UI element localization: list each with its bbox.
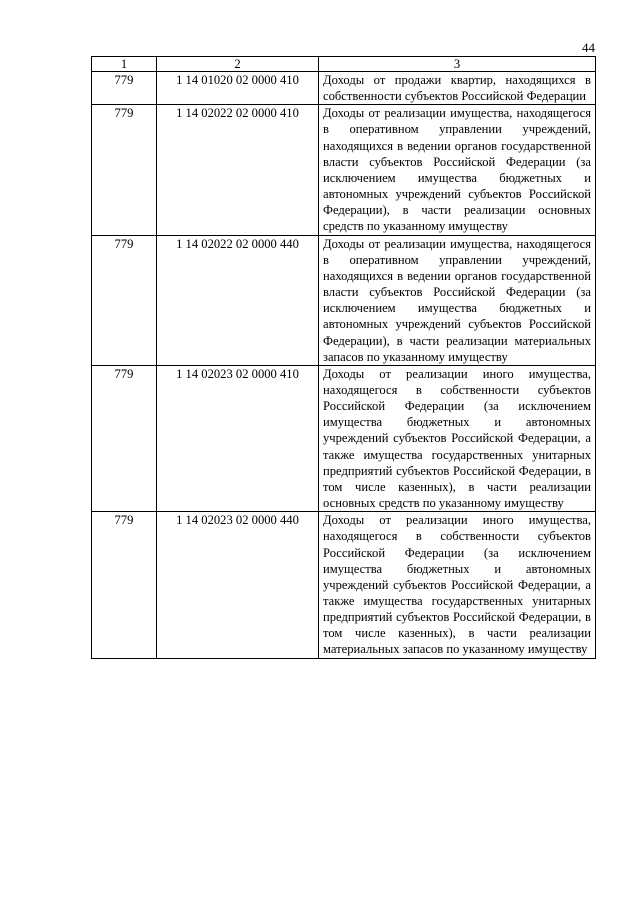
table-body xyxy=(92,72,596,659)
header-col-2: 2 xyxy=(157,57,319,72)
budget-code-cell: 1 14 02022 02 0000 410 xyxy=(157,105,319,235)
table-row xyxy=(92,72,596,105)
description-cell: Доходы от реализации иного имущества, находящегося в собственности субъектов Российской Федерации (за исключением имущества бюджетных и автономных учреждений субъектов Российской Федерации, а также имущества государственных унитарных предприятий субъектов Российской Федерации, в том числе казенных), в части реализации основных средств по указанному имуществу xyxy=(319,365,596,511)
description-cell: Доходы от реализации имущества, находящегося в оперативном управлении учреждений, находящихся в ведении органов государственной власти субъектов Российской Федерации (за исключением имущества бюджетных и автономных учреждений субъектов Российской Федерации), в части реализации основных средств по указанному имуществу xyxy=(319,105,596,235)
table-row xyxy=(92,512,596,658)
table-row xyxy=(92,235,596,365)
admin-code-cell: 779 xyxy=(92,105,157,235)
description-cell: Доходы от реализации имущества, находящегося в оперативном управлении учреждений, находящихся в ведении органов государственной власти субъектов Российской Федерации (за исключением имущества бюджетных и автономных учреждений субъектов Российской Федерации), в части реализации материальных запасов по указанному имуществу xyxy=(319,235,596,365)
budget-code-cell: 1 14 02023 02 0000 410 xyxy=(157,365,319,511)
budget-code-cell: 1 14 02022 02 0000 440 xyxy=(157,235,319,365)
header-row xyxy=(92,57,596,72)
header-col-3: 3 xyxy=(319,57,596,72)
admin-code-cell: 779 xyxy=(92,72,157,105)
table-row xyxy=(92,105,596,235)
admin-code-cell: 779 xyxy=(92,365,157,511)
admin-code-cell: 779 xyxy=(92,512,157,658)
budget-code-cell: 1 14 01020 02 0000 410 xyxy=(157,72,319,105)
header-col-1: 1 xyxy=(92,57,157,72)
page-number: 44 xyxy=(582,40,595,55)
description-cell: Доходы от реализации иного имущества, находящегося в собственности субъектов Российской Федерации (за исключением имущества бюджетных и автономных учреждений субъектов Российской Федерации, а также имущества государственных унитарных предприятий субъектов Российской Федерации, в том числе казенных), в части реализации материальных запасов по указанному имуществу xyxy=(319,512,596,658)
table-row xyxy=(92,365,596,511)
admin-code-cell: 779 xyxy=(92,235,157,365)
budget-code-cell: 1 14 02023 02 0000 440 xyxy=(157,512,319,658)
description-cell: Доходы от продажи квартир, находящихся в собственности субъектов Российской Федерации xyxy=(319,72,596,105)
table-header xyxy=(92,57,596,72)
revenue-codes-table xyxy=(91,56,596,659)
